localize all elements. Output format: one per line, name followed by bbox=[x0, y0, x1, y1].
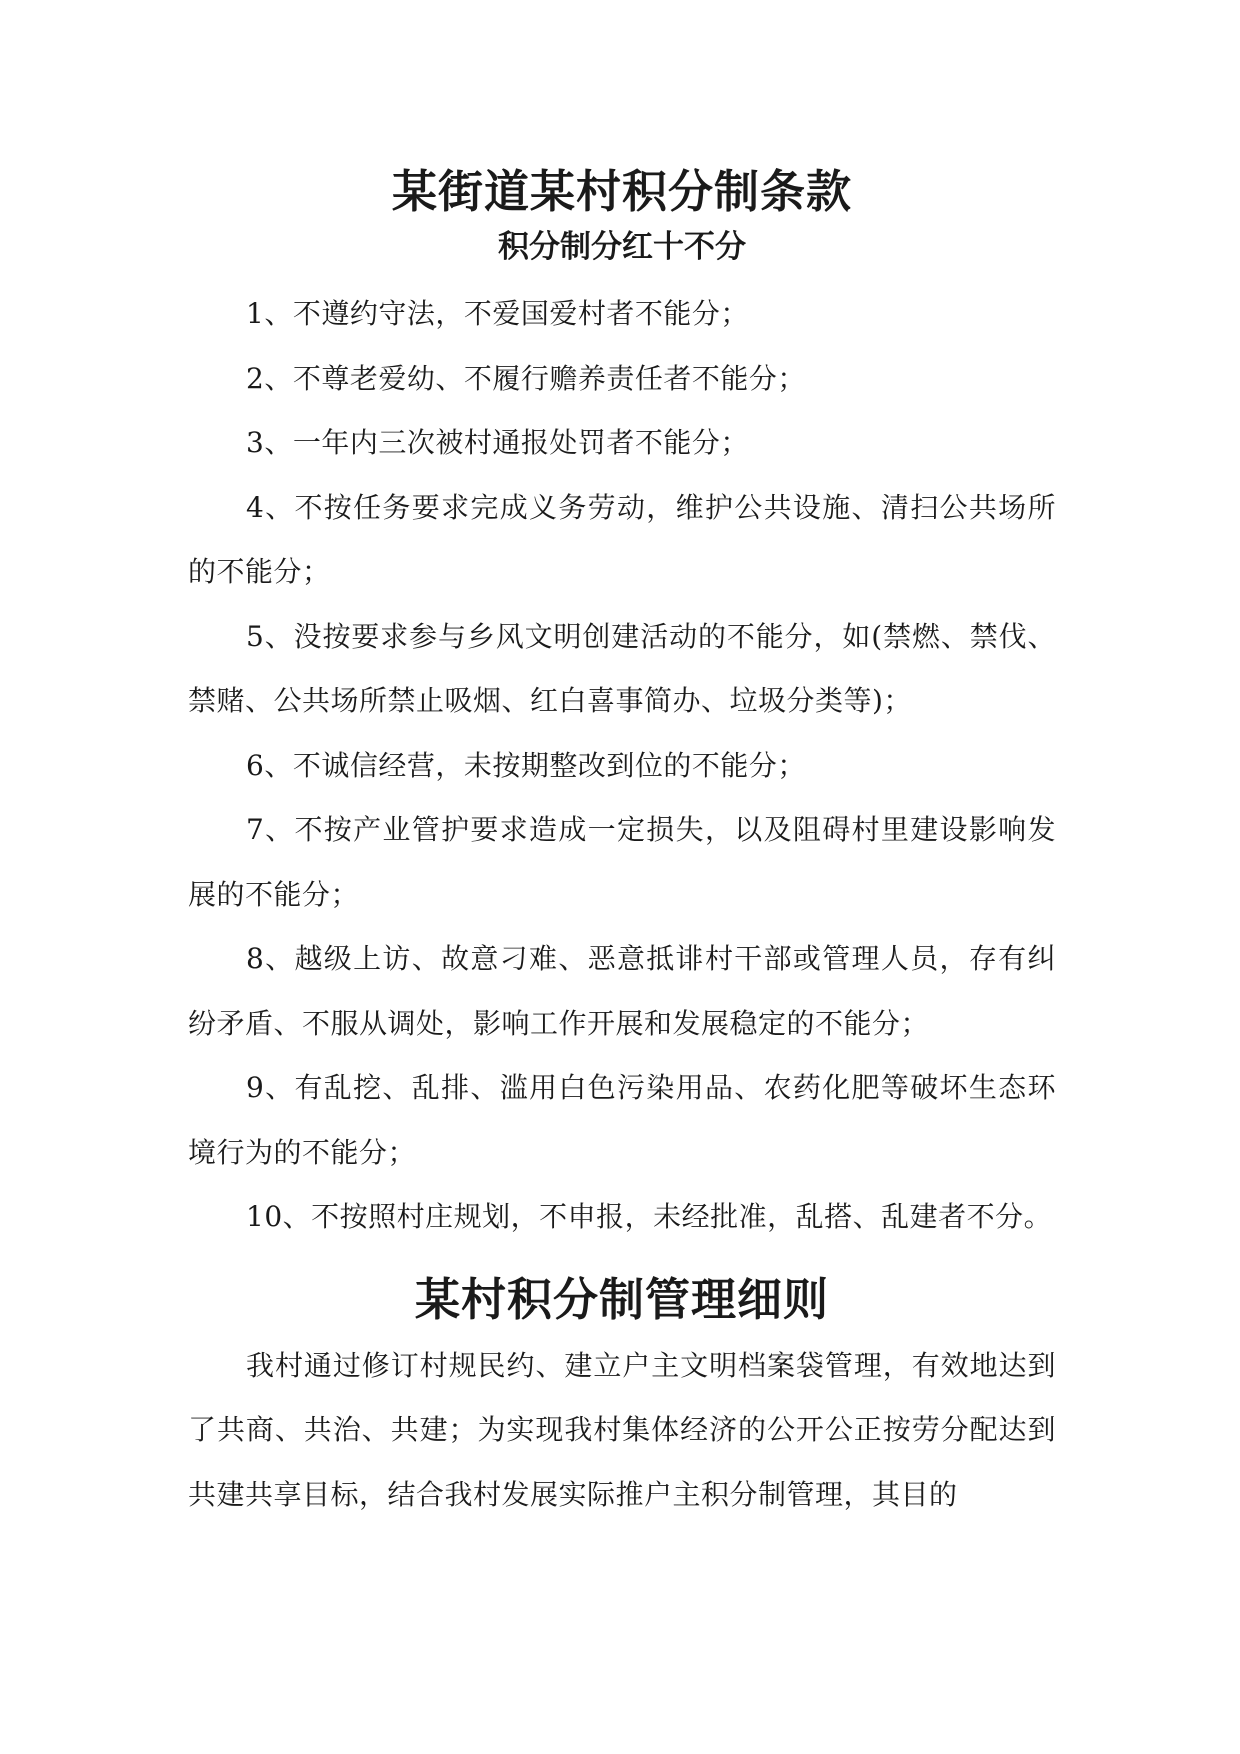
document-content bbox=[188, 160, 1056, 1527]
rule-item-5: 5、没按要求参与乡风文明创建活动的不能分，如(禁燃、禁伐、禁赌、公共场所禁止吸烟、红白喜事简办、垃圾分类等)； bbox=[188, 619, 1056, 717]
section-title: 某村积分制管理细则 bbox=[414, 1272, 829, 1326]
rule-item-8: 8、越级上访、故意刁难、恶意抵诽村干部或管理人员，存有纠纷矛盾、不服从调处，影响工作开展和发展稳定的不能分； bbox=[188, 942, 1056, 1040]
rule-item-2: 2、不尊老爱幼、不履行赡养责任者不能分； bbox=[246, 361, 806, 395]
document-title: 某街道某村积分制条款 bbox=[391, 165, 852, 218]
rule-item-1: 1、不遵约守法，不爱国爱村者不能分； bbox=[246, 297, 749, 330]
rule-item-9: 9、有乱挖、乱排、滥用白色污染用品、农药化肥等破坏生态环境行为的不能分； bbox=[188, 1071, 1056, 1169]
rule-item-3: 3、一年内三次被村通报处罚者不能分； bbox=[246, 426, 749, 459]
document-subtitle: 积分制分红十不分 bbox=[498, 229, 746, 265]
rule-item-10: 10、不按照村庄规划，不申报，未经批准，乱搭、乱建者不分。 bbox=[246, 1200, 1053, 1233]
rule-item-6: 6、不诚信经营，未按期整改到位的不能分； bbox=[246, 748, 806, 782]
rule-item-4: 4、不按任务要求完成义务劳动，维护公共设施、清扫公共场所的不能分； bbox=[188, 490, 1056, 588]
rule-item-7: 7、不按产业管护要求造成一定损失，以及阻碍村里建设影响发展的不能分； bbox=[188, 813, 1056, 911]
section-paragraph: 我村通过修订村规民约、建立户主文明档案袋管理，有效地达到了共商、共治、共建；为实现我村集体经济的公开公正按劳分配达到共建共享目标，结合我村发展实际推户主积分制管理，其目的 bbox=[188, 1348, 1056, 1511]
